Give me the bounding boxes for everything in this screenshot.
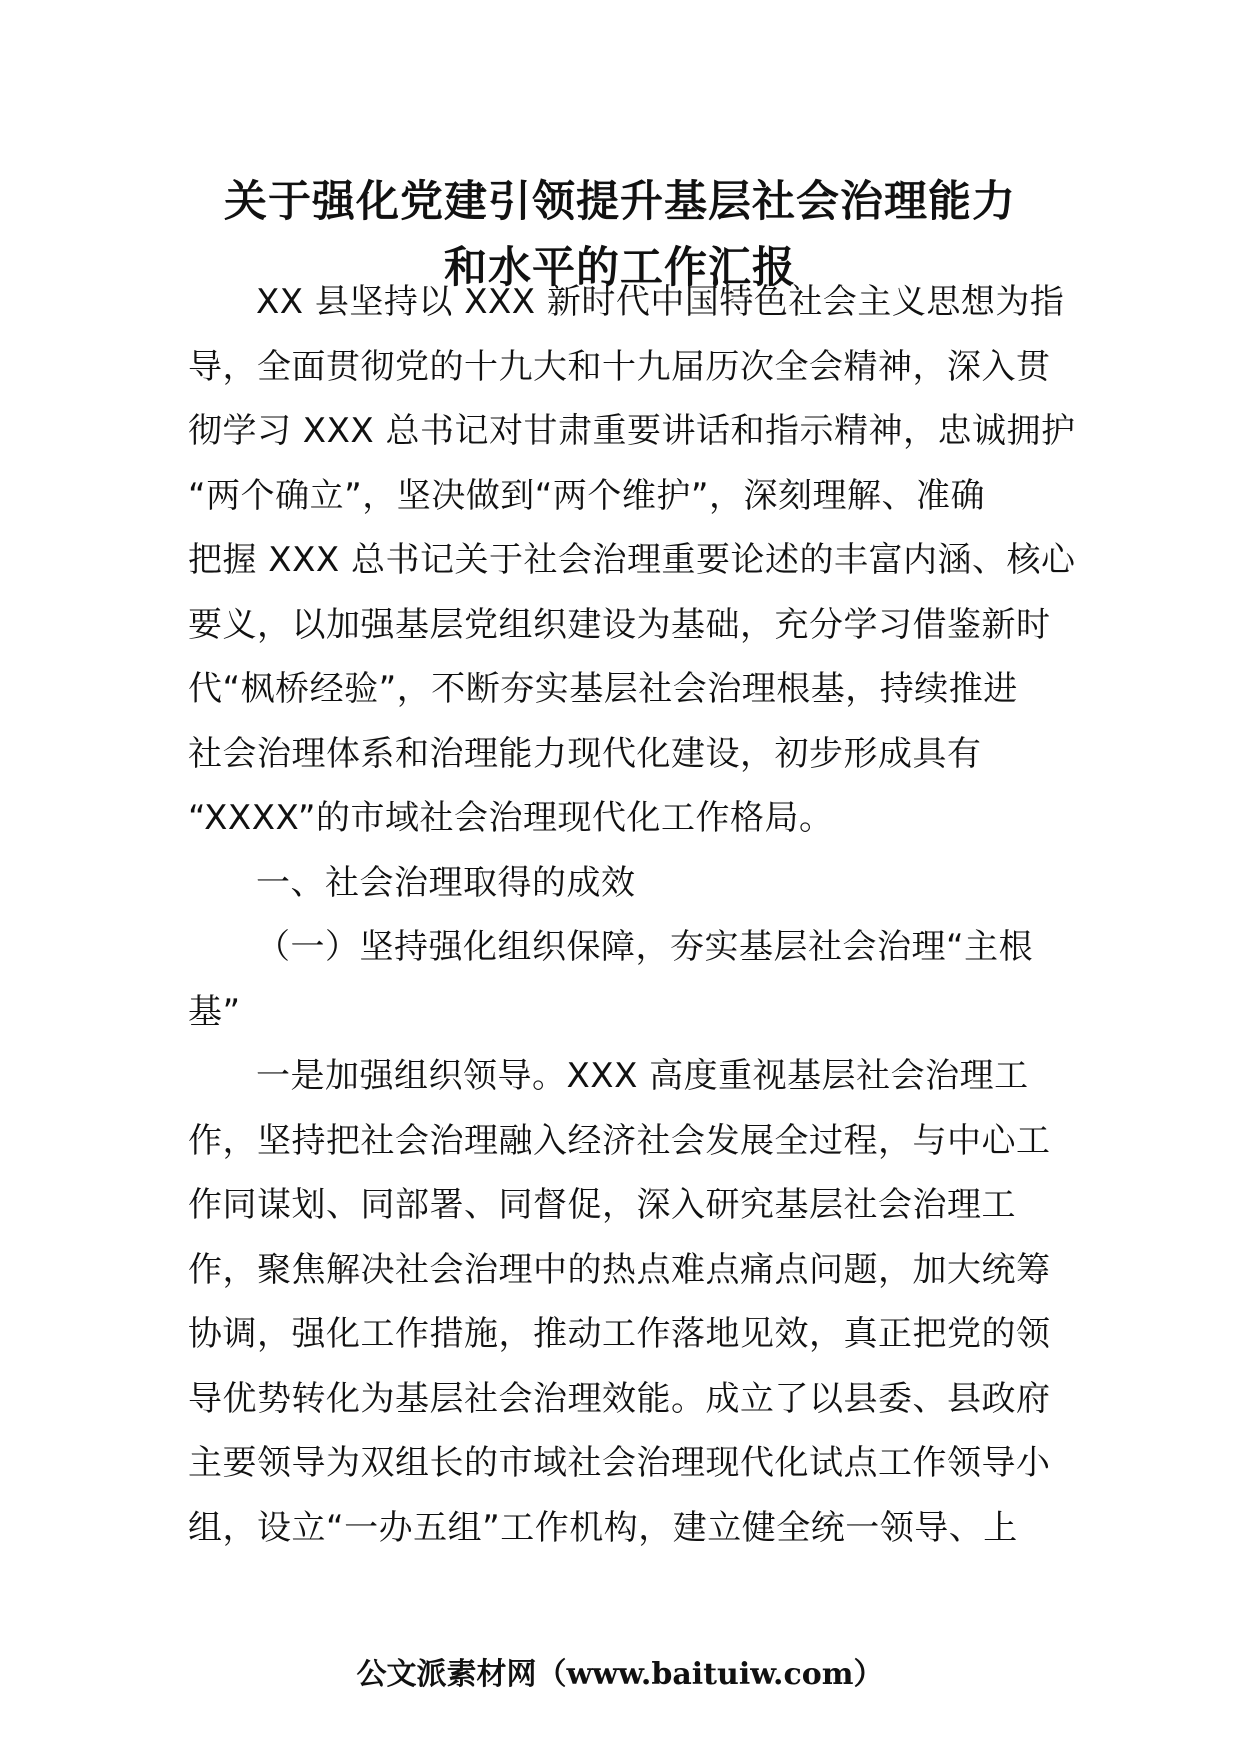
- text-line: 导优势转化为基层社会治理效能。成立了以县委、县政府: [188, 1378, 1051, 1419]
- document-title-line-1: 关于强化党建引领提升基层社会治理能力: [224, 177, 1016, 227]
- text-line: 代“枫桥经验”，不断夯实基层社会治理根基，持续推进: [188, 669, 1018, 709]
- text-line: 一是加强组织领导。XXX 高度重视基层社会治理工: [256, 1056, 1029, 1096]
- text-line: XX 县坚持以 XXX 新时代中国特色社会主义思想为指: [256, 282, 1065, 322]
- text-line: 作，聚焦解决社会治理中的热点难点痛点问题，加大统筹: [188, 1249, 1051, 1290]
- text-line: 彻学习 XXX 总书记对甘肃重要讲话和指示精神，忠诚拥护: [188, 411, 1076, 451]
- text-line: 主要领导为双组长的市域社会治理现代化试点工作领导小: [188, 1443, 1051, 1483]
- document-body: [188, 270, 1076, 1560]
- footer-watermark: 公文派素材网（www.baituiw.com）: [356, 1657, 884, 1692]
- section-heading-text: 一、社会治理取得的成效: [256, 862, 636, 903]
- text-line: 把握 XXX 总书记关于社会治理重要论述的丰富内涵、核心: [188, 540, 1076, 580]
- text-line: 社会治理体系和治理能力现代化建设，初步形成具有: [188, 733, 982, 774]
- subsection-heading: [188, 915, 1058, 1044]
- text-line: 协调，强化工作措施，推动工作落地见效，真正把党的领: [188, 1314, 1051, 1354]
- text-line: 导，全面贯彻党的十九大和十九届历次全会精神，深入贯: [188, 346, 1051, 387]
- intro-paragraph: [188, 270, 1076, 851]
- text-line: 要义，以加强基层党组织建设为基础，充分学习借鉴新时: [188, 604, 1051, 645]
- section-heading: [188, 851, 1058, 916]
- body-paragraph: [188, 1044, 1058, 1560]
- text-line: （一）坚持强化组织保障，夯实基层社会治理“主根: [256, 927, 1034, 967]
- text-line: “XXXX”的市域社会治理现代化工作格局。: [188, 798, 834, 838]
- text-line: 作，坚持把社会治理融入经济社会发展全过程，与中心工: [188, 1120, 1051, 1161]
- text-line: 组，设立“一办五组”工作机构，建立健全统一领导、上: [188, 1507, 1018, 1548]
- text-line: 基”: [188, 991, 241, 1032]
- text-line: 作同谋划、同部署、同督促，深入研究基层社会治理工: [188, 1185, 1016, 1225]
- document-title-line-2: 和水平的工作汇报: [444, 243, 796, 293]
- text-line: “两个确立”，坚决做到“两个维护”，深刻理解、准确: [188, 475, 985, 516]
